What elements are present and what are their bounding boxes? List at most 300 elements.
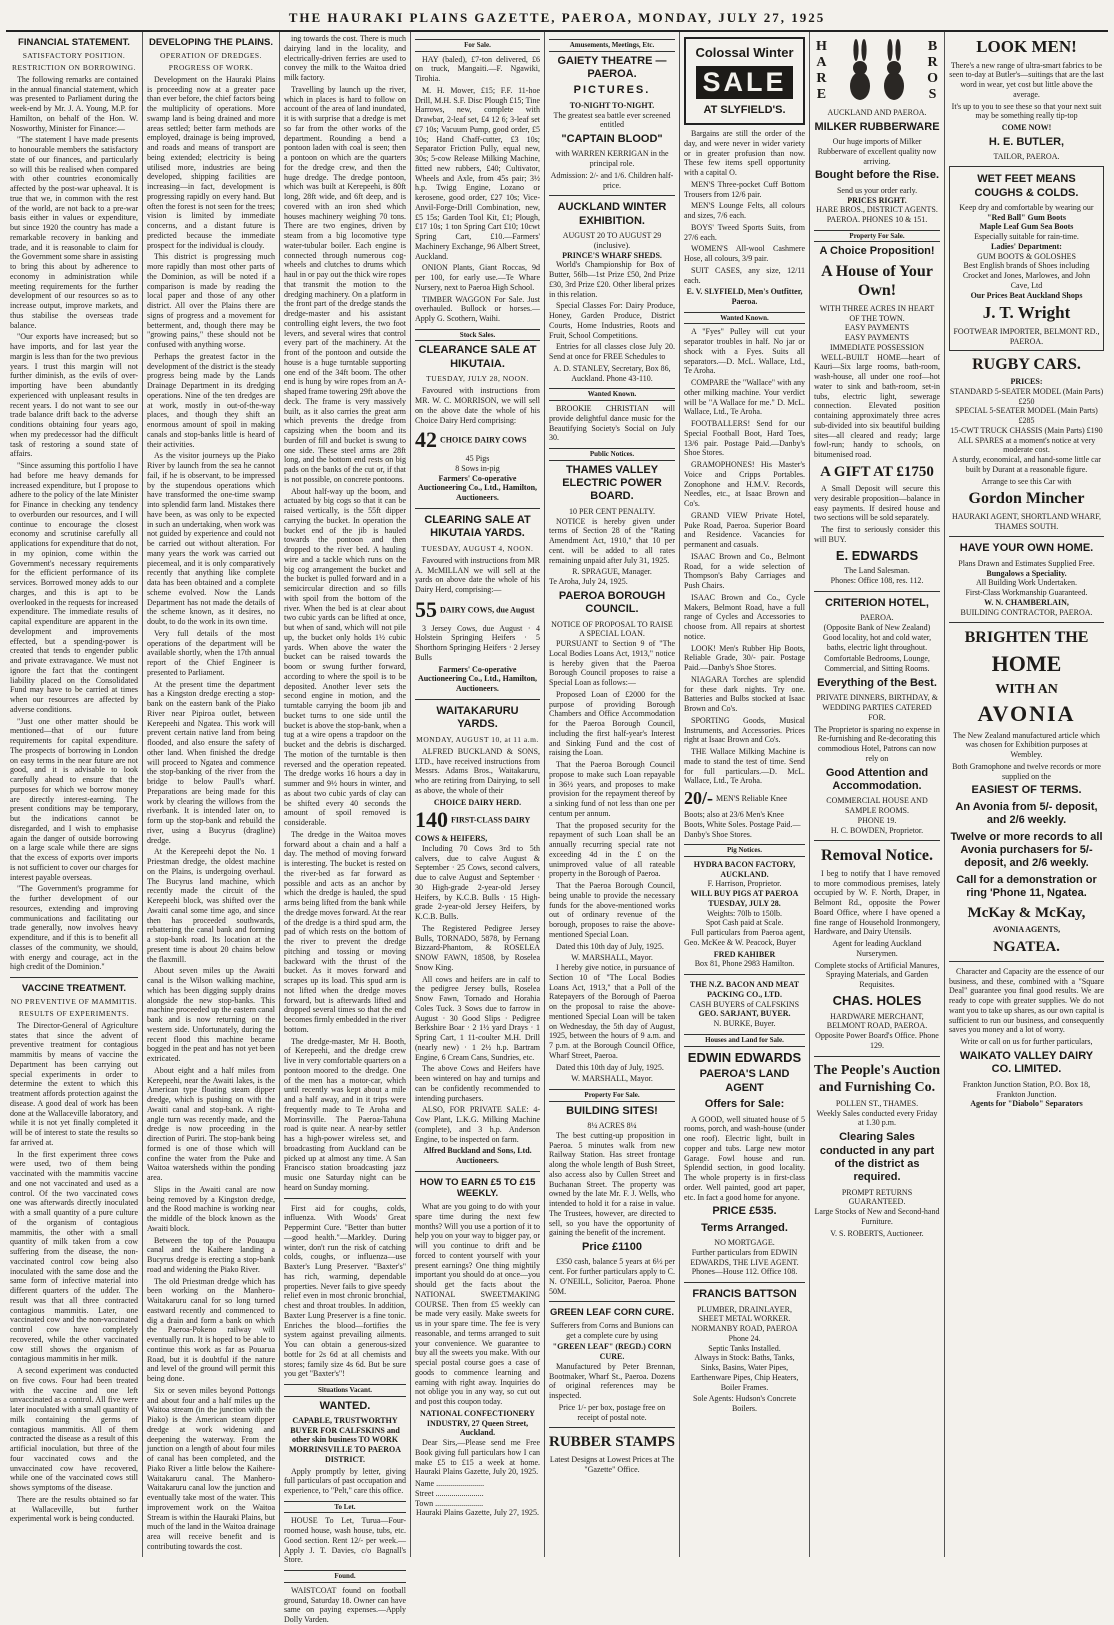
truck-chassis: 15-CWT TRUCK CHASSIS (Main Parts) £190 bbox=[950, 425, 1103, 435]
article-paragraph: Travelling by launch up the river, which in places is hard to follow on account of the area of land inundated, it is with surprise that a dredge is met so far from the other works of the department. Rounding a bend a pontoon laden with coal is seen; then a pontoon on which are the quarters for the dredge crew, and then the huge dredge. The dredge pontoon, which was built at Kerepeehi, is 80ft long, 28ft wide, and 6ft deep, and is covered with an iron shed which houses machinery weighing 70 tons. There are two engines, driven by steam from a big locomotive type water-tubular boiler. Each engine is connected through numerous cog-wheels and clutches to drums which haul in or pay out the thick wire ropes that transmit the motion to the dredging machinery. On a platform in the front part of the dredge stands the dredge-master and his assistant controlling eight levers, the two foot levers, and several wires that control every part of the machinery. At the front of the pontoon and outside the house is a huge turntable supporting one end of the 34ft boom. The other end is hung by wire ropes from an A-shaped frame towering 29ft above the deck. The frame is very massively built, as it also carries the great arm which prevents the dredge from capsizing when the boom and its burden of fill and bucket is swung to one side. These steel arms are 28ft long, and the bottom end rests on big pads on the banks of the cut or, if that is not possible, on concrete pontoons. bbox=[284, 84, 406, 484]
letter: O bbox=[927, 71, 938, 86]
column-1 bbox=[6, 32, 143, 1557]
coupon-street-line[interactable]: Street ........................ bbox=[415, 1488, 484, 1498]
slyfield-heading: AT SLYFIELD'S. bbox=[703, 103, 786, 116]
slyfield-item: BOYS' Tweed Sports Suits, from 27/6 each. bbox=[684, 222, 805, 242]
nz-bacon: THE N.Z. BACON AND MEAT PACKING CO., LTD. bbox=[689, 980, 800, 999]
pig-particulars: Full particulars from Paeroa agent, Geo. McKee & W. Peacock, Buyer bbox=[684, 928, 805, 947]
all-building: All Building Work Undertaken. bbox=[976, 578, 1077, 588]
captain-blood-title: "CAPTAIN BLOOD" bbox=[561, 133, 663, 145]
twelve-records: Twelve or more records to all Avonia purchasers for 5/- deposit, and 2/6 weekly. bbox=[950, 830, 1103, 870]
waitakaruru-detail: The above Cows and Heifers have been wintered on hay and turnips and can be confidently recommended to intending purchasers. bbox=[415, 1064, 540, 1103]
clearing-sale-date: TUESDAY, AUGUST 4, NOON. bbox=[421, 543, 534, 553]
standard-model: STANDARD 5-SEATER MODEL (Main Parts) £250 bbox=[949, 386, 1104, 406]
column-8 bbox=[945, 32, 1108, 1557]
auctioneer-credit: Farmers' Co-operative Auctioneering Co., Ltd., Hamilton, Auctioneers. bbox=[417, 664, 538, 694]
colossal-winter: Colossal Winter bbox=[695, 45, 794, 60]
land-agent: PAEROA'S LAND AGENT bbox=[699, 1068, 790, 1094]
column-6 bbox=[680, 32, 810, 1557]
character-capacity: Character and Capacity are the essence of our business, and these, combined with a "Square Deal" guarantee you final good results. We are ready to cope with greater supplies. We do not want you to take up shares, as our own capital is sufficient to run our business, and consequently saves you money and a lot of worry. bbox=[949, 966, 1104, 1035]
especially-suitable: Especially suitable for rain-time. bbox=[974, 232, 1079, 242]
article-paragraph: The Director-General of Agriculture states that since the advent of preventive treatment for contagious mammitis by means of vaccine the Department has been carrying out special experiments in order to determine the extent to which this treatment affords protection against the disease. A good deal of work has been done at the Wallaceville laboratory, and while it is not yet finally completed it will be of interest to state the results so far arrived at. bbox=[10, 1020, 138, 1147]
found-heading: Found. bbox=[284, 1570, 406, 1583]
hydra-bacon: HYDRA BACON FACTORY, AUCKLAND. bbox=[693, 859, 796, 879]
plumber-line: PLUMBER, DRAINLAYER, SHEET METAL WORKER. bbox=[696, 1304, 793, 1324]
winter-text: Entries for all classes close July 20. Send at once for FREE Schedules to bbox=[549, 342, 675, 362]
arrange-to-see: Arrange to see this Car with bbox=[981, 476, 1072, 486]
weekly-sales: Weekly Sales conducted every Friday at 1.30 p.m. bbox=[816, 1108, 938, 1128]
pictures-heading: PICTURES. bbox=[573, 84, 651, 97]
bowden-proprietor: H. C. BOWDEN, Proprietor. bbox=[830, 825, 924, 835]
loan-text: PURSUANT to Section 9 of "The Local Bodies Loans Act, 1913," notice is hereby given that the Paeroa Borough Council proposes to raise a Special Loan as follows:— bbox=[549, 639, 675, 688]
edwards-particulars: Further particulars from EDWIN EDWARDS, THE LIVE AGENT. Phones—House 112. Office 108. bbox=[690, 1247, 799, 1277]
article-paragraph: The following remarks are contained in the annual financial statement, which was presented to Parliament during the week-end by Mr. J. A. Young, M.P. for Hamilton, on behalf of the Hon. W. Nosworthy, Minister for Finance:— bbox=[10, 74, 138, 133]
divider bbox=[549, 1427, 675, 1428]
vaccine-subhead: NO PREVENTIVE OF MAMMITIS. bbox=[10, 996, 138, 1006]
house-of-your-own: A House of Your Own! bbox=[821, 262, 933, 300]
knee-boots-ad bbox=[684, 788, 805, 839]
coupon-name-label: Name bbox=[415, 1479, 435, 1489]
butler-text: It's up to you to see these so that your next suit may be something really tip-top bbox=[951, 101, 1102, 121]
buckland-credit: Alfred Buckland and Sons, Ltd. Auctioneers. bbox=[423, 1146, 532, 1166]
earn-weekly-headline: HOW TO EARN £5 TO £15 WEEKLY. bbox=[419, 1176, 536, 1200]
gaiety-text: The greatest sea battle ever screened entitled bbox=[553, 110, 671, 130]
winter-text: Special Classes For: Dairy Produce, Honey, Garden Produce, District Courts, Home Industries, Roots and Fruit, School Competitions. bbox=[549, 301, 675, 340]
divider bbox=[814, 591, 940, 592]
machinery-ad: M. H. Mower, £15; F.F. 11-hoe Drill, M.H. S.F. Disc Plough £15; Tine Harrows, new, complete with Drawbar, 2-leaf set, £4 12 6; 3-leaf set £7 10s; Vacuum Pump, good order, £5 10s; Hand Chaff-cutter, £3 10s; Separator Friction Pully, equal new, 30s; 5-cow Release Milking Machine, fitted new rubbers, £40; Cultivator, Wheels and Axle, from 45s pair; 3½ h.p. Twigg Engine, Lozano or kerosene, good order, £27 10s; Vice-Anvil-Forge-Drill Combination, new, £5 15s; Garden Tool Kit, £1; Plough, £17 10s; 1 ton Spring Cart £10; 10cwt Spring Cart, £10.—Farmers' Machinery Exchange, 96 Albert Street, Auckland. bbox=[415, 85, 540, 261]
land-salesman: The Land Salesman. bbox=[844, 566, 910, 576]
with-an: WITH AN bbox=[995, 681, 1058, 697]
article-paragraph: As the visitor journeys up the Piako River by launch from the sea he cannot fail, if he is observant, to be impressed by the stupendous operations which have transformed the one-time swamp into splendid farm land. Mistakes there have been, as was only to be expected in such an undertaking, when work was not guided by experience and could not be carried out without alteration. For many years the work was carried out piecemeal, and it is only comparatively recently that anything like complete data has been obtained and a complete scheme evolved. Now the Lands Department has not made the details of the scheme known, as it desires, no doubt, to do the work in its own time. bbox=[147, 451, 275, 627]
sale-banner: SALE bbox=[696, 66, 792, 99]
letter: R bbox=[816, 71, 827, 86]
masthead: THE HAURAKI PLAINS GAZETTE, PAEROA, MONDAY, JULY 27, 1925 bbox=[6, 4, 1108, 32]
criterion-hotel: CRITERION HOTEL, bbox=[825, 596, 929, 609]
situations-vacant-heading: Situations Vacant. bbox=[284, 1384, 406, 1397]
princes-wharf: PRINCE'S WHARF SHEDS. bbox=[562, 250, 662, 260]
pig-notices-heading: Pig Notices. bbox=[684, 844, 805, 857]
knee-boots-price: 20/- bbox=[684, 788, 713, 809]
admission-price: Admission: 2/- and 1/6. Children half-price. bbox=[550, 170, 674, 190]
divider bbox=[10, 977, 138, 978]
criterion-location: PAEROA. bbox=[860, 613, 894, 623]
columns bbox=[6, 32, 1108, 1624]
column-3 bbox=[280, 32, 411, 1624]
clearance-sale-text: Favoured with instructions from MR. W. C. MORRISON, we will sell on the above date the whole of his Choice Dairy Herd comprising: bbox=[415, 386, 540, 425]
clearing-sales: Clearing Sales conducted in any part of the district as required. bbox=[819, 1131, 935, 1184]
choice-proposition: A Choice Proposition! bbox=[819, 245, 935, 258]
hare-signature: HARE BROS., DISTRICT AGENTS. PAEROA. PHONES 10 & 151. bbox=[816, 205, 938, 225]
property-for-sale-heading: Property For Sale. bbox=[549, 1089, 675, 1102]
mayor-signature: W. MARSHALL, Mayor. bbox=[571, 1074, 653, 1084]
removal-text: Complete stocks of Artificial Manures, Spraying Materials, and Garden Requisites. bbox=[814, 960, 940, 990]
slyfield-text: Bargains are still the order of the day, and were never in wider variety or in greater profusion than now. These few items spell opportunity with a capital O. bbox=[684, 129, 805, 178]
classified-ad: THE Wallace Milking Machine is made to stand the test of time. Send for full particulars.—D. McL. Wallace, Ltd., Te Aroha. bbox=[684, 747, 805, 786]
divider bbox=[949, 961, 1104, 962]
property-for-sale-heading: Property For Sale. bbox=[814, 230, 940, 243]
classified-ad: NIAGARA Torches are splendid for these dark nights. Try one. Batteries and Bulbs stocked at Isaac Brown and Co's. bbox=[684, 674, 805, 714]
public-notices-heading: Public Notices. bbox=[549, 448, 675, 461]
article-paragraph: The dredge-master, Mr H. Booth, of Kerepeehi, and the dredge crew live in very comfortable quarters on a pontoon moored to the dredge. One of the men has a motor-car, which until recently was kept about a mile and a half away, and in it trips were frequently made to Te Aroha and Morrinsville. The Paeroa-Tahuna road is quite near. A near-by settler has a high-power wireless set, and broadcasting from Auckland can be picked up at almost any time. A San Francisco station broadcasting jazz music one Saturday night can be heard on Sunday morning. bbox=[284, 1036, 406, 1192]
waitakaruru-title: WAITAKARURU YARDS. bbox=[436, 704, 519, 731]
divider bbox=[684, 974, 805, 975]
e-edwards-title: E. EDWARDS bbox=[835, 547, 919, 563]
ladies-department: Ladies' Department: bbox=[991, 241, 1062, 251]
divider bbox=[949, 622, 1104, 623]
clearing-cow-label: DAIRY COWS, due August bbox=[440, 605, 535, 615]
letter: B bbox=[927, 38, 938, 54]
prices-right: PRICES RIGHT. bbox=[847, 195, 907, 205]
look-men-headline: LOOK MEN! bbox=[976, 37, 1077, 56]
developing-plains-headline: DEVELOPING THE PLAINS. bbox=[148, 37, 274, 48]
prices-heading: PRICES: bbox=[1010, 377, 1043, 387]
mckay-mckay: McKay & McKay, bbox=[967, 904, 1086, 921]
letter: S bbox=[928, 87, 937, 103]
sturdy-car: A sturdy, economical, and hand-some little car built by Durant at a reasonable figure. bbox=[952, 455, 1101, 474]
building-sites-terms: £350 cash, balance 5 years at 6½ per cent. For further particulars apply to C. N. O'NEILL, Solicitor, Paeroa. Phone 50M. bbox=[549, 1257, 675, 1296]
wanted-heading: WANTED. bbox=[319, 1399, 371, 1412]
home-word: HOME bbox=[991, 650, 1062, 676]
milker-rubberware: MILKER RUBBERWARE bbox=[814, 120, 940, 133]
auctioneer-credit: Farmers' Co-operative Auctioneering Co., Ltd., Hamilton, Auctioneers. bbox=[417, 473, 538, 503]
holes-opposite: Opposite Power Board's Office. Phone 129. bbox=[815, 1031, 939, 1050]
classified-ad: FOOTBALLERS! Send for our Special Football Boot, Hard Toes, 13/6 pair. Postage Paid.—Danby's Shoe Stores. bbox=[684, 419, 805, 458]
easiest-terms: EASIEST OF TERMS. bbox=[971, 784, 1082, 797]
battson-title: FRANCIS BATTSON bbox=[692, 1288, 797, 1301]
article-paragraph: Development on the Hauraki Plains is proceeding now at a greater pace than ever before, the chief factors being the multiplicity of operations. More swamp land is being drained and more areas settled; better farm methods are employed, drainage is being improved, and roads and means of transport are being extended; electricity is being utilised more, industries are being developed, shipping facilities are increasing—in fact, development is progressing rapidly on every hand. But often the forest is not seen for the trees; vision is limited by immediate concerns, and a distant future is predicted because the immediate prospect for the individual is cloudy. bbox=[147, 74, 275, 250]
dredges-subhead: OPERATION OF DREDGES. bbox=[160, 50, 262, 60]
baxter-advert: First aid for coughs, colds, influenza. With Woods' Great Peppermint Cure. "Better than butter—good health."—Markley. During winter, don't run the risk of catching colds, coughs, or influenza—use Baxter's Lung Preserver. "Baxter's" has rich, warming, dependable properties. Never fails to give speedy relief even in most chronic bronchial, chest and throat troubles. In addition, Baxter Lung Preserver is a fine tonic. Enriches the blood—fortifies the system against prevailing ailments. You can obtain a generous-sized bottle for 2s 6d at all chemists and stores; family size 4s 6d. But be sure you get "Baxter's"! bbox=[284, 1203, 406, 1379]
come-now: COME NOW! bbox=[1001, 123, 1052, 133]
column-7 bbox=[810, 32, 945, 1557]
poll-text: I hereby give notice, in pursuance of Section 10 of "The Local Bodies Loans Act, 1913," that a Poll of the Ratepayers of the Borough of Paeroa on the proposal to raise the above-mentioned Special Loan will be taken on Wednesday, the 5th day of August, 1925, between the hours of 9 a.m. and 7 p.m. at the Borough Council Office, Wharf Street, Paeroa. bbox=[549, 963, 675, 1060]
everything-best: Everything of the Best. bbox=[817, 676, 937, 689]
financial-subhead-2: RESTRICTION ON BORROWING. bbox=[12, 62, 136, 72]
terms-arranged: Terms Arranged. bbox=[701, 1221, 788, 1234]
criterion-text: Comfortable Bedrooms, Lounge, Commercial, and Sitting Rooms. bbox=[824, 654, 930, 674]
gum-boots-goloshes: GUM BOOTS & GOLOSHES bbox=[977, 251, 1076, 261]
classified-ad: A "Fyes" Pulley will cut your separator troubles in half. No jar or shock with a Fyes. Suits all separators.—D. McL. Wallace, Ltd., Te Aroha. bbox=[684, 327, 805, 376]
article-paragraph: In the first experiment three cows were used, two of them being vaccinated with the mammitis vaccine and one not vaccinated and used as a control. Of the two vaccinated cows one was afterwards directly inoculated with a small quantity of a pure culture of the organism of contagious mammitis, the other with a small quantity of milk taken from a cow suffering from the disease, the non-vaccinated control cow being also inoculated with the same dose and the same form of infective material into different quarters of the udder. The result was that all three contracted contagious mammitis. Later, one vaccinated cow and the non-vaccinated control cow have completely recovered, while the other vaccinated cow still shows the organism of contagious mammitis in her milk. bbox=[10, 1149, 138, 1364]
immediate-possession: IMMEDIATE POSSESSION bbox=[829, 342, 924, 352]
tonight-banner: TO-NIGHT TO-NIGHT. bbox=[569, 100, 655, 110]
gift-price: A GIFT AT £1750 bbox=[820, 463, 934, 480]
edwin-edwards-title: EDWIN EDWARDS bbox=[687, 1049, 802, 1065]
jt-wright: J. T. Wright bbox=[982, 303, 1071, 323]
divider bbox=[415, 1171, 540, 1172]
hares-illustration-icon bbox=[840, 38, 914, 104]
divider bbox=[549, 195, 675, 196]
wanted-known-heading: Wanted Known. bbox=[684, 312, 805, 325]
coupon-street-label: Street bbox=[415, 1488, 434, 1498]
earn-weekly-text: What are you going to do with your spare time during the next few months? Will you use a portion of it to help you on your way to bigger pay, or will you continue to drift and be forced to content yourself with your present earnings? One thing mightily important you should do at once—you should get the facts about the NATIONAL SWEETMAKING COURSE. Then from £5 weekly can be made very easily. Make sweets for us in your spare time. The fee is very reasonable, and terms arranged to suit your convenience. We guarantee to buy all the sweets you make. With our special postal course goes a case of goods to commence learning and earning with right away. Inquiries do not oblige you in any way, so cut out and post this coupon today. bbox=[415, 1202, 540, 1407]
gordon-mincher: Gordon Mincher bbox=[968, 490, 1085, 508]
well-built-home: WELL-BUILT HOME—heart of Kauri—Six large rooms, bath-room, wash-house, all under one roof—hot water to sink and bath-room, set-in tubs, electric light, sewerage connection. Elevated position containing approximately three acres sub-divided into six beautiful building sites—all cleared and ready; large fowl-run; handy to schools, on bitumenised road. bbox=[814, 352, 940, 460]
article-paragraph: Perhaps the greatest factor in the development of the district is the steady progress being made by the Lands Drainage Department in its dredging operations. Nine of the ten dredges are at work, mostly in out-of-the-way places, and though they shift an enormous amount of spoil in making canals and stop-banks little is heard of their activities. bbox=[147, 351, 275, 449]
clearing-sale-list: 3 Jersey Cows, due August · 4 Holstein Springing Heifers · 5 Shorthorn Springing Heifers · 2 Jersey Bulls bbox=[415, 623, 540, 662]
slyfield-signature: E. V. SLYFIELD, Men's Outfitter, Paeroa. bbox=[686, 287, 803, 307]
column-5 bbox=[545, 32, 680, 1557]
write-or-call: Write or call on us for further particulars, bbox=[960, 1037, 1093, 1047]
borough-council-title: PAEROA BOROUGH COUNCIL. bbox=[558, 589, 666, 616]
waitakaruru-cow-label: FIRST-CLASS DAIRY COWS & HEIFERS, bbox=[415, 815, 530, 844]
slyfield-item: MEN'S Three-pocket Cuff Bottom Trousers from 12/6 pair. bbox=[684, 179, 805, 199]
article-paragraph: "Just one other matter should be mentioned—that of our future requirements for capital expenditure. The prospects of borrowing in London on easy terms in the near future are not good, and it is advisable to look carefully ahead to ensure that the purposes for which we borrow money are directly interest-earning. The present conditions may be temporary, but the indications cannot be disregarded, and I wish to emphasise again the danger of outside borrowing on a large scale while there are signs that the excess of exports over imports is not sufficient to cover our charges for interest payable overseas. bbox=[10, 716, 138, 882]
rubber-stamps-text: Latest Designs at Lowest Prices at The "Gazette" Office. bbox=[549, 1454, 675, 1474]
burke-buyer: N. BURKE, Buyer. bbox=[713, 1019, 776, 1029]
divider bbox=[814, 840, 940, 841]
clearing-sale-title: CLEARING SALE AT HIKUTAIA YARDS. bbox=[424, 513, 531, 540]
offers-for-sale: Offers for Sale: bbox=[704, 1098, 785, 1111]
coupon-date: Hauraki Plains Gazette, July 27, 1925. bbox=[415, 1508, 540, 1518]
found-ad: WAISTCOAT found on football ground, Saturday 18. Owner can have same on paying expenses.—Apply Dolly Varden. bbox=[284, 1585, 406, 1624]
wanted-ad-apply: Apply promptly by letter, giving full particulars of past occupation and experience, to "Pelt," care this office. bbox=[284, 1466, 406, 1496]
clearance-sows: 8 Sows in-pig bbox=[455, 463, 500, 473]
for-sale-heading: For Sale. bbox=[415, 39, 540, 52]
article-paragraph: About eight and a half miles from Kerepeehi, near the Awaiti lakes, is the American type floating steam dipper dredge, which is pushing on with the Awaiti canal and stop-bank. A right-angle turn was recently made, and the dredge is now proceeding in the direction of Puriri. The stop-bank being formed is one of those which will confine the water from the Puke and Waitoa watersheds within the ponding area. bbox=[147, 1065, 275, 1183]
keep-dry: Keep dry and comfortable by wearing our bbox=[959, 202, 1094, 212]
clearance-cow-count: 42 bbox=[415, 427, 437, 453]
slyfield-item: WOMEN'S All-wool Cashmere Hose, all colours, 3/9 pair. bbox=[684, 244, 805, 264]
corn-cure-name: "GREEN LEAF" (REGD.) CORN CURE. bbox=[552, 1342, 672, 1362]
gift-text: A Small Deposit will secure this very desirable proposition—balance in easy payments. If desired house and two sections will be sold separately. bbox=[814, 484, 940, 523]
furniture-stocks: Large Stocks of New and Second-hand Furniture. bbox=[814, 1207, 940, 1226]
progress-subhead: PROGRESS OF WORK. bbox=[168, 62, 254, 72]
newspaper-page bbox=[6, 4, 1108, 1624]
private-dinners: PRIVATE DINNERS, BIRTHDAY, & WEDDING PARTIES CATERED FOR. bbox=[816, 693, 938, 722]
red-ball-boots: "Red Ball" Gum Boots bbox=[987, 212, 1066, 222]
amusements-heading: Amusements, Meetings, Etc. bbox=[549, 39, 675, 52]
letter: E bbox=[816, 87, 827, 103]
article-paragraph: "Our exports have increased; but so have imports, and for last year the margin is less than for the two previous years. I trust this margin will not further diminish, as the evils of over-importing have been abundantly experienced with unpleasant results in recent years. I do not want to see our trade balance drift back to the adverse conditions obtaining four years ago, when my predecessor had the difficult task of restoring a sound state of affairs. bbox=[10, 332, 138, 459]
article-paragraph: This district is progressing much more rapidly than most other parts of the Dominion, as will be noted if a comparison is made by reading the local paper and those of any other district. All over the Plains there are signs of progress and a movement for betterment, and, though there may be "growing pains," these should not be confused with anything worse. bbox=[147, 252, 275, 350]
article-paragraph: Very full details of the most operations of the department will be available shortly, when the 17th annual report of the Chief Engineer is presented to Parliament. bbox=[147, 628, 275, 677]
waitakaruru-cows bbox=[415, 807, 540, 844]
three-acres: WITH THREE ACRES IN HEART OF THE TOWN. bbox=[819, 303, 935, 323]
article-paragraph: Slips in the Awaiti canal are now being removed by a Kingston dredge, and the Rood machine is working near the middle of the block known as the Awaiti block. bbox=[147, 1184, 275, 1233]
diabolo-agents: Agents for "Diabolo" Separators bbox=[970, 1099, 1083, 1109]
winter-text: World's Championship for Box of Butter, 56lb—1st Prize £50, 2nd Prize £30, 3rd Prize £20. Other liberal prizes in this relation. bbox=[549, 260, 675, 299]
good-attention: Good Attention and Accommodation. bbox=[825, 766, 929, 792]
wanted-ad: CAPABLE, TRUSTWORTHY BUYER FOR CALFSKINS and other skin business TO WORK MORRINSVILLE TO PAEROA DISTRICT. bbox=[288, 1415, 402, 1464]
chamberlain: W. N. CHAMBERLAIN, bbox=[984, 597, 1069, 607]
pollen-street: POLLEN ST., THAMES. bbox=[835, 1098, 919, 1108]
coupon-name-line[interactable]: Name ........................ bbox=[415, 1479, 485, 1489]
classified-ad: ISAAC Brown and Co., Cycle Makers, Belmont Road, have a full range of Cycles and Accessories to choose from. All repairs at shortest notice. bbox=[684, 592, 805, 641]
article-paragraph: "The statement I have made presents to honourable members the satisfactory state of our finances, and particularly so will this be realised when compared with other countries economically affected by the post-war upheaval. It is true that we, in common with the rest of the world, are not back to a pre-war basis either in values or expenditure, but since 1920 the country has made a remarkable recovery in banking and trade, and it is reasonable to claim for the Government some share in assisting to bring this about by adherence to economy in administration while meeting requirements for the further development of our resources so as to increase output, improve markets, and thus stabilise the overseas trade balance. bbox=[10, 135, 138, 330]
roberts-auctioneer: V. S. ROBERTS, Auctioneer. bbox=[830, 1228, 924, 1238]
corn-cure-title: GREEN LEAF CORN CURE. bbox=[549, 1307, 675, 1319]
removal-text: Agent for leading Auckland Nurserymen. bbox=[832, 939, 922, 958]
bought-before-rise: Bought before the Rise. bbox=[814, 169, 940, 182]
removal-notice: Removal Notice. bbox=[821, 847, 933, 865]
frankton-junction: Frankton Junction Station, P.O. Box 18, Frankton Junction. bbox=[962, 1079, 1091, 1099]
waitakaruru-detail: Including 70 Cows 3rd to 5th calvers, due to calve August & September · 25 Cows, second calvers, due to calve August and September · 30 High-grade 2-year-old Jersey Heifers, by K.C.B. Bulls · 15 High-grade 2-year-old Jersey Heifers, by K.C.B. Bulls. bbox=[415, 843, 540, 922]
coupon-town-label: Town bbox=[415, 1498, 434, 1508]
onion-ad: ONION Plants, Giant Roccas, 9d per 100, for early use.—Te Whare Nursery, next to Paeroa High School. bbox=[415, 263, 540, 292]
waikato-valley-dairy: WAIKATO VALLEY DAIRY CO. LIMITED. bbox=[959, 1049, 1094, 1076]
classified-ad: GRAMOPHONES! His Master's Voice and Cripps Portables. Zonophone and H.M.V. Records, Needles, etc., at Isaac Brown and Co's. bbox=[684, 460, 805, 509]
wet-feet-headline: WET FEET MEANS COUGHS & COLDS. bbox=[974, 173, 1079, 199]
tvep-title: THAMES VALLEY ELECTRIC POWER BOARD. bbox=[562, 463, 662, 503]
kahiber-box: Box 81, Phone 2983 Hamilton. bbox=[694, 959, 795, 969]
te-aroha-date: Te Aroha, July 24, 1925. bbox=[549, 577, 628, 586]
classified-ad: ISAAC Brown and Co., Belmont Road, for a wide selection of Thompson's Baby Carriages and Push Chairs. bbox=[684, 551, 805, 591]
hare-bros-logo bbox=[816, 38, 938, 104]
article-paragraph: At the present time the department has a Kingston dredge erecting a stop-bank on the eastern bank of the Piako River near Pipiroa outlet, between Kerepeehi and Ngatea. This work will prevent certain native land from being flooded, and also ensure the safety of other land. When finished the dredge will proceed to Ngatea and commence the stop-banking of the river from the bridge to below Paull's wharf. Preparations are being made for this work by clearing the willows from the riverbank. It is intended later on, to form up the stop-bank and rebuild the river, using a Bucyrus (dragline) dredge. bbox=[147, 679, 275, 845]
corn-cure-maker: Manufactured by Peter Brennan, Bootmaker, Wharf St., Paeroa. Dozens of original references may be inspected. bbox=[549, 1361, 675, 1401]
peoples-auction: The People's Auction and Furnishing Co. bbox=[814, 1062, 941, 1095]
letter: R bbox=[927, 54, 938, 70]
brighten-the: BRIGHTEN THE bbox=[964, 629, 1089, 647]
loan-dated: Dated this 10th day of July, 1925. bbox=[556, 941, 664, 951]
bros-letters bbox=[927, 39, 938, 103]
article-paragraph: The dredge in the Waitoa moves forward about a chain and a half a day. The method of moving forward is interesting. The bucket is rested on the river-bed as far forward as possible and acts as an anchor by which the dredge is hauled, the spud arms being lifted from the bank while the dredge moves forward. At the rear of the dredge is a third spud arm, the pad of which rests on the bottom of the river to prevent the dredge pitching and tossing or moving backward with the thrust of the bucket. As it moves forward and scrapes up its load. This spud arm is not lifted when the dredge moves forward, but is afterwards lifted and dropped several times so that the end becomes firmly embedded in the river bottom. bbox=[284, 829, 406, 1034]
article-paragraph: Six or seven miles beyond Pottongs and about four and a half miles up the Waitoa stream (in the junction with the Piako) is the American steam dipper dredge at work widening and deepening the waterway. From the junction on a length of about four miles of canal has been completed, and the Piako River a little below the Kaihere-Waitakaruru canal. The Manhero-Waitakaruru canal low the junction and eventually take most of the water. This improvement work on the Waitoa Stream is within the Hauraki Plains, but much of the land in the Waitoa drainage area will receive benefit and is contributing towards the cost. bbox=[147, 1385, 275, 1551]
will-buy-pigs: WILL BUY PIGS AT PAEROA TUESDAY, JULY 28. bbox=[690, 889, 799, 908]
commercial-house: COMMERCIAL HOUSE AND SAMPLE ROOMS. bbox=[826, 796, 928, 816]
column-2 bbox=[143, 32, 280, 1557]
waitakaruru-detail: ALSO, FOR PRIVATE SALE: 4-Cow Plant, L.K.G. Milking Machine (complete), and 3 h.p. Anderson Engine, to be inspected on farm. bbox=[415, 1105, 540, 1144]
vaccine-headline: VACCINE TREATMENT. bbox=[21, 983, 127, 995]
acres-line: 8¼ ACRES 8¼ bbox=[587, 1121, 637, 1130]
clearing-sale-cows bbox=[415, 597, 540, 624]
wright-footwear-ad bbox=[949, 166, 1104, 351]
chas-holes: CHAS. HOLES bbox=[832, 992, 922, 1008]
sarjant-buyer: GEO. SARJANT, BUYER. bbox=[698, 1009, 791, 1019]
gramophone-records: Both Gramophone and twelve records or more supplied on the bbox=[952, 761, 1101, 781]
gift-text: The first to seriously consider this will BUY. bbox=[814, 525, 940, 544]
footwear-importer: FOOTWEAR IMPORTER, BELMONT RD., PAEROA. bbox=[953, 327, 1100, 346]
knee-boots-text: MEN'S Reliable Knee Boots; also at 23/6 Men's Knee Boots, White Soles. Postage Paid.—Danby's Shoe Stores. bbox=[684, 794, 801, 839]
hydra-proprietor: F. Harrison, Proprietor. bbox=[707, 879, 782, 889]
classified-ad: LOOK! Men's Rubber Hip Boots, Reliable Grade, 30/- pair. Postage Paid.—Danby's Shoe Stores. bbox=[684, 643, 805, 673]
coupon-town-line[interactable]: Town ........................ bbox=[415, 1498, 484, 1508]
article-paragraph: About half-way up the boom, and actuated by big cogs so that it can be raised vertically, is the 55ft dipper carrying the bucket. In operation the bucket end of the jib is hauled towards the pontoon and then dropped to the river bed. A hauling wire and a tackle which runs on the big cog arrangement the bucket and the bucket is pulled forward and in a semicircular direction and so fills with spoil from the bottom of the river. When the bed is at clear about two cubic yards can be lifted at once, but when of sand, which will not pile up, the bucket only holds 1½ cubic yards. When above the water the bucket can be raised towards the boom or swung further forward, according to where the spoil is to be deposited. Another lever sets the second engine in motion, and the turntable carrying the boom jib and bucket turns to one side until the bucket is above the stop-bank, when a tug at a wire opens a trapdoor on the bucket and the debris is discharged. The motion of the turntable is then reversed and the operation repeated. The dredge works 16 hours a day in summer and 9½ hours in winter, and as about two cubic yards of clay can be shifted every 40 seconds the amount of spoil removed is considerable. bbox=[284, 486, 406, 827]
article-paragraph: The old Priestman dredge which has been working on the Manhero-Waitakaruru canal for so long turned eastward recently and commenced to dig a drain and form a bank on which the Paeroa-Pokeno railway will eventually run. It is hoped to be able to continue this work as far as Pouarua Road, but it is doubtful if the nature and level of the ground will permit this being done. bbox=[147, 1276, 275, 1384]
loan-text: That the proposed security for the repayment of such Loan shall be an annually recurring special rate not exceeding 4d in the £ on the unimproved value of all rateable property in the Borough of Paeroa. bbox=[549, 820, 675, 879]
divider bbox=[684, 1282, 805, 1283]
prompt-returns: PROMPT RETURNS GUARANTEED. bbox=[841, 1187, 913, 1207]
building-contractor: BUILDING CONTRACTOR, PAEROA. bbox=[960, 607, 1093, 617]
waitakaruru-detail: The Registered Pedigree Jersey Bulls, TORNADO, 5878, by Fernang Bizzard-Phantom, & ROSELEA SNOW FAWN, 18508, by Roselea Snow King. bbox=[415, 923, 540, 972]
hardware-merchant: HARDWARE MERCHANT, BELMONT ROAD, PAEROA. bbox=[826, 1011, 928, 1031]
waitakaruru-text: ALFRED BUCKLAND & SONS, LTD., have received instructions from Messrs. Adams Bros., Waitakaruru, who are retiring from Dairying, to sell as above, the whole of their bbox=[415, 746, 540, 795]
wanted-known-heading: Wanted Known. bbox=[549, 388, 675, 401]
avonia-agents: AVONIA AGENTS, bbox=[992, 924, 1061, 934]
waitakaruru-herd: CHOICE DAIRY HERD. bbox=[433, 797, 522, 807]
vaccine-subhead-2: RESULTS OF EXPERIMENTS. bbox=[18, 1008, 130, 1018]
article-paragraph: "The Government's programme for the further development of our resources, extending and improving communications and facilitating our trade generally, now involves heavy expenditure, and if this is to benefit all classes of the community, we should, with energy and courage, act in the high credit of the Dominion." bbox=[10, 884, 138, 972]
financial-statement-headline: FINANCIAL STATEMENT. bbox=[18, 37, 130, 48]
financial-subhead: SATISFACTORY POSITION. bbox=[22, 50, 126, 60]
plans-drawn: Plans Drawn and Estimates Supplied Free. bbox=[958, 558, 1095, 568]
divider bbox=[949, 536, 1104, 537]
building-sites-price: Price £1100 bbox=[582, 1241, 642, 1253]
edwards-phones: Phones: Office 108, res. 112. bbox=[830, 576, 924, 586]
classified-ad: COMPARE the "Wallace" with any other milking machine. Your verdict will be "A Wallace for me." D. McL. Wallace, Ltd., Te Aroha. bbox=[684, 378, 805, 417]
avonia-deposit: An Avonia from 5/- deposit, and 2/6 weekly. bbox=[955, 800, 1098, 827]
removal-text: I beg to notify that I have removed to more commodious premises, lately occupied by W. F. North, Draper, in Belmont Rd., opposite the Power Board Office, where I have opened a fine range of Household Ironmongery, Hardware, and Dairy Utensils. bbox=[814, 868, 940, 937]
corn-cure-price: Price 1/- per box, postage free on receipt of postal note. bbox=[558, 1402, 666, 1422]
divider bbox=[549, 1301, 675, 1302]
clearance-cow-label: CHOICE DAIRY COWS bbox=[440, 435, 527, 445]
prices-beat: Our Prices Beat Auckland Shops bbox=[970, 290, 1083, 300]
hare-letters bbox=[816, 39, 827, 103]
special-model: SPECIAL 5-SEATER MODEL (Main Parts) £285 bbox=[955, 406, 1098, 426]
call-demonstration: Call for a demonstration or ring 'Phone 11, Ngatea. bbox=[956, 873, 1097, 900]
loan-text: That the Paeroa Borough Council, being unable to provide the necessary funds for the above-mentioned works out of ordinary revenue of the borough, proposes to raise the above-mentioned Special Loan. bbox=[549, 881, 675, 939]
clearance-sale-title: CLEARANCE SALE AT HIKUTAIA. bbox=[418, 344, 537, 370]
rugby-cars-headline: RUGBY CARS. bbox=[972, 355, 1081, 373]
hay-ad: HAY (baled), £7-ton delivered, £6 on truck, Mangaiti.—F. Ngawiki, Tirohia. bbox=[415, 54, 540, 84]
winter-exhibition-title: AUCKLAND WINTER EXHIBITION. bbox=[557, 201, 667, 227]
winter-exhibition-dates: AUGUST 20 TO AUGUST 29 (inclusive). bbox=[562, 231, 662, 250]
hare-text: Our huge imports of Milker Rubberware of excellent quality now arriving. bbox=[817, 137, 937, 166]
sprague-signature: R. SPRAGUE, Manager. bbox=[572, 567, 652, 577]
house-description: A GOOD, well situated house of 5 rooms, porch, and wash-house (under one roof). Electric light, built in copper and tubs. Large new motor Garage. Fowl house and run. Splendid section, in good locality. The whole property is in first-class order. Well painted, good art paper, etc. In fact a good home for anyone. bbox=[684, 1114, 805, 1202]
clearing-sale-text: Favoured with instructions from MR A. McMILLAN we will sell at the yards on above date the whole of his Dairy Herd, comprising:— bbox=[415, 555, 540, 595]
first-class-workmanship: First-Class Workmanship Guaranteed. bbox=[965, 588, 1088, 598]
classified-ad: SPORTING Goods, Musical Instruments, and Accessories. Prices right at Isaac Brown and Co's. bbox=[684, 715, 805, 745]
easy-payments: EASY PAYMENTS bbox=[844, 333, 910, 343]
loan-text: That the Paeroa Borough Council propose to make such Loan repayable in 36½ years, and proposes to make provision for the repayment thereof by a sinking fund of not less than one per centum per annum. bbox=[549, 760, 675, 818]
no-mortgage: NO MORTGAGE. bbox=[714, 1238, 775, 1248]
warren-kerrigan: with WARREN KERRIGAN in the principal role. bbox=[555, 149, 669, 169]
ngatea: NGATEA. bbox=[993, 938, 1060, 955]
slyfield-sale-box bbox=[684, 37, 805, 125]
article-paragraph: Between the top of the Pouaupu canal and the Kaihere landing a Bucyrus dredge is erecting a stop-bank road and widening the Piako River. bbox=[147, 1235, 275, 1274]
letter: A bbox=[816, 54, 827, 70]
divider bbox=[284, 1198, 406, 1199]
gaiety-theatre: GAIETY THEATRE — PAEROA. bbox=[557, 54, 667, 80]
have-your-own-home: HAVE YOUR OWN HOME. bbox=[959, 542, 1094, 555]
article-paragraph: "Since assuming this portfolio I have had before me heavy demands for increased expenditure, but I propose to adhere to the policy of the late Minister for Finance in checking any tendency to overburden our resources, and I will continue to encourage the closest economy and scrutinise carefully all applications for expenditure that do not, in my opinion, come within the Government's necessary requirements for the efficient performance of its services. Borrowed money adds to our charges, and this is apt to be overlooked in the requests for increased expenditure. The immediate results of capital expenditure are apparent in the development and improvements effected, but a spending-power is created that tends to engender public and private extravagance. We must not ignore the fact that the contingent liability placed on the Consolidated Fund may have to be carried at times when our resources are affected by adverse conditions. bbox=[10, 461, 138, 714]
article-paragraph: ing towards the cost. There is much dairying land in the locality, and electrically-driven ferries are used to convey the milk to the Waitoa dried milk factory. bbox=[284, 34, 406, 82]
normanby-road: NORMANBY ROAD, PAEROA Phone 24. bbox=[691, 1324, 798, 1343]
waitakaruru-detail: All cows and heifers are in calf to the pedigree Jersey bulls, Roselea Snow Fawn, Tornado and Horahia Coles Tuck. 3 Sows due to farrow in August · 30 Good Slips · Pedigree Berkshire Boar · 2 1½ yard Drays · 1 Spring Cart, 1 11-coulter M.H. Drill (nearly new) · 1 2½ h.p. Bartram Engine, 6 Cream Cans, Sundries, etc. bbox=[415, 974, 540, 1062]
brookie-ad: BROOKIE CHRISTIAN will provide delightful dance music for the Beautifying Society's Social on July 30. bbox=[549, 404, 675, 443]
easy-payments: EASY PAYMENTS bbox=[844, 323, 910, 333]
pig-spot-cash: Spot Cash paid at Scale. bbox=[705, 918, 784, 928]
building-sites-title: BUILDING SITES! bbox=[566, 1104, 658, 1117]
calfskins-buyers: CASH BUYERS of CALFSKINS bbox=[689, 999, 800, 1009]
best-english-brands: Best English brands of Shoes including Crocket and Jones, Marlowes, and John Cave, Ltd bbox=[962, 261, 1091, 290]
article-paragraph: At the Kerepeehi depot the No. 1 Priestman dredge, the oldest machine on the Plains, is undergoing overhaul. The Bucyrus land machine, which recently made the circuit of the Kerepeehi block, was shifted over the Awaiti canal some time ago, and since then has proceeded southwards, rebattering the canal bank and forming a stop-bank road. Its location at the present time is about 20 chains below the flaxmill. bbox=[147, 847, 275, 964]
house-price: PRICE £535. bbox=[712, 1205, 777, 1218]
always-in-stock: Always in Stock: Baths, Tanks, Sinks, Basins, Water Pipes, Earthenware Pipes, Chip Heaters, Boiler Frames. bbox=[690, 1353, 799, 1392]
all-spares: ALL SPARES at a moment's notice at very moderate cost. bbox=[957, 435, 1096, 455]
send-order: Send us your order early. bbox=[836, 185, 918, 195]
clearance-sale-date: TUESDAY, JULY 28, NOON. bbox=[426, 374, 529, 384]
sole-agents: Sole Agents: Hudson's Concrete Boilers. bbox=[693, 1394, 796, 1414]
criterion-phone: PHONE 19. bbox=[857, 815, 897, 825]
stock-sales-heading: Stock Sales. bbox=[415, 329, 540, 342]
rubber-stamps-title: RUBBER STAMPS bbox=[549, 1434, 675, 1451]
fred-kahiber: FRED KAHIBER bbox=[713, 949, 776, 959]
criterion-text: The Proprietor is sparing no expense in Re-furnishing and Re-decorating this commodious Hotel, Patrons can now rely on bbox=[814, 724, 940, 763]
article-paragraph: About seven miles up the Awaiti canal is the Wilson walking machine, which has been digging supply drains alongside the new stop-banks. This machine proceeded up the eastern canal bank and is now returning on the western side. Unfortunately, during the recent flood this machine became bogged in the peat and has not yet been extricated. bbox=[147, 966, 275, 1064]
pig-weights: Weights: 70lb to 150lb. bbox=[707, 908, 782, 918]
clearing-cow-count: 55 bbox=[415, 596, 437, 622]
bungalows: Bungalows a Speciality. bbox=[986, 568, 1067, 578]
article-paragraph: A second experiment was conducted on five cows. Four had been treated with the vaccine and one left unvaccinated as a control. All five were later inoculated with a small quantity of milk containing the germs of contagious mammitis. All of them contracted the disease as a result of this artificial inoculation, but three of the four vaccinated cows and the unvaccinated cow have recovered, while one of the vaccinated cows still shows symptoms of the disease. bbox=[10, 1366, 138, 1493]
to-let-ad: HOUSE To Let, Turua—Four-roomed house, wash house, tubs, etc. Good section. Rent 12/- per week.—Apply J. T. Davies, c/o Bagnall's Store. bbox=[284, 1516, 406, 1565]
poll-dated: Dated this 10th day of July, 1925. bbox=[556, 1062, 664, 1072]
divider bbox=[814, 1056, 940, 1057]
septic-tanks: Septic Tanks Installed. bbox=[708, 1343, 781, 1353]
butler-text: There's a new range of ultra-smart fabrics to be seen to-day at Butler's—suitings that are the last word in wear, yet cost but little above the average. bbox=[949, 60, 1104, 99]
